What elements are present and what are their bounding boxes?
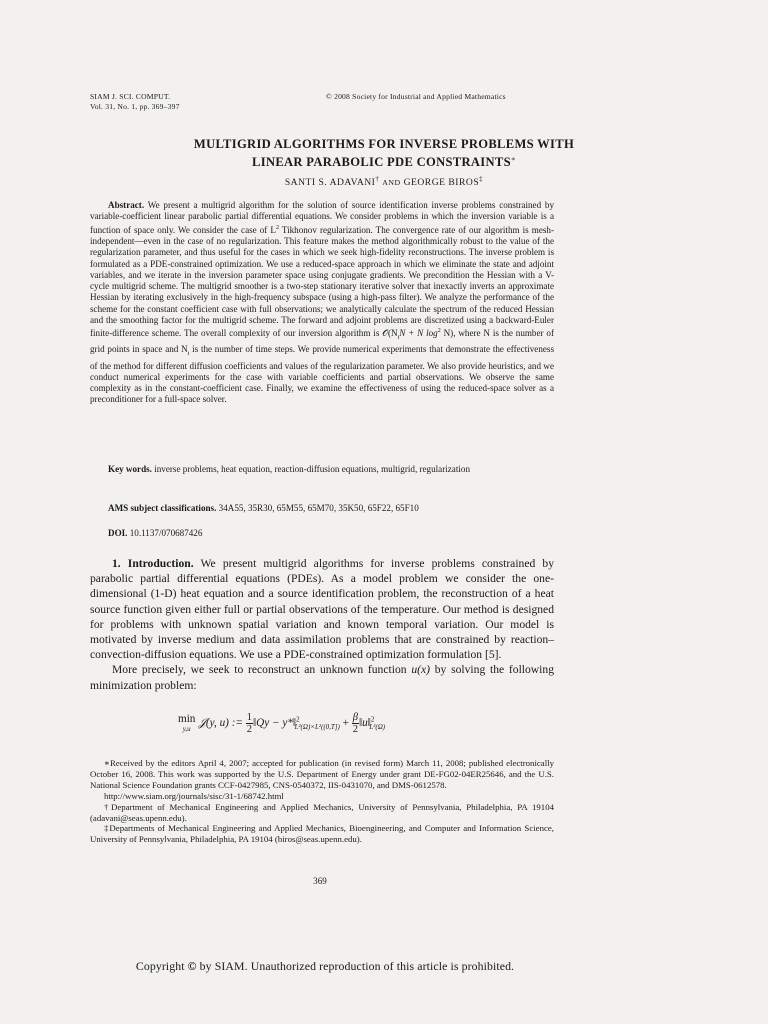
- title-line-2: LINEAR PARABOLIC PDE CONSTRAINTS∗: [252, 155, 516, 170]
- introduction: [90, 556, 554, 693]
- abstract-sup-1: 2: [275, 224, 279, 231]
- section-title: 1. Introduction.: [112, 557, 194, 570]
- author-1-mark: †: [375, 175, 380, 183]
- abstract-text-4: N), where N is the number of grid points in space and N: [90, 328, 554, 355]
- abstract-sub-t-1: t: [397, 335, 400, 342]
- footnote-2: †Department of Mechanical Engineering and Applied Mechanics, University of Pennsylvania, Philadelphia, PA 19104 (adavani@seas.upenn.edu).: [90, 801, 554, 823]
- keywords: [90, 464, 554, 475]
- intro-text-2a: More precisely, we seek to reconstruct an unknown function: [112, 663, 412, 677]
- equation-term-1: ‖Qy − y*‖: [253, 717, 297, 730]
- author-line: [80, 175, 688, 188]
- copyright-footer: [0, 959, 650, 974]
- page-number: 369: [313, 876, 327, 886]
- keywords-text: inverse problems, heat equation, reaction-diffusion equations, multigrid, regularization: [154, 464, 470, 474]
- author-and: AND: [382, 178, 401, 188]
- equation-beta: [352, 712, 359, 735]
- abstract-label: Abstract.: [108, 200, 145, 210]
- author-2-mark: ‡: [479, 175, 484, 183]
- equation-plus: +: [342, 717, 349, 730]
- footnote-3: ‡Departments of Mechanical Engineering and Applied Mechanics, Bioengineering, and Computer and Information Science, University of Pennsylvania, Philadelphia, PA 19104 (biros@seas.upenn.edu).: [90, 823, 554, 845]
- equation-term-1-sup: 2: [296, 715, 300, 724]
- equation-half-den: 2: [246, 724, 253, 735]
- equation-half: [246, 712, 253, 735]
- equation-min-word: min: [178, 712, 196, 725]
- copyright-prefix: Copyright: [135, 959, 185, 973]
- title-footnote-mark: ∗: [510, 155, 516, 163]
- abstract-text-5: is the number of time steps. We provide numerical experiments that demonstrate the effectiveness of the method for different diffusion coefficients and values of the regularization parameter. We also provide heuristics, and we conduct numerical experiments for the case with variable coefficients and partial observations. We observe the same complexity as in the constant-coefficient case. Finally, we examine the effectiveness of using the reduced-space solver as a preconditioner for a full-space solver.: [90, 344, 554, 405]
- footnote-1: ∗Received by the editors April 4, 2007; accepted for publication (in revised form) March 11, 2008; published electronically October 16, 2008. This work was supported by the U.S. Department of Energy under grant DE-FG02-04ER25646, and the U.S. National Science Foundation grants CCF-0427985, CNS-0540372, IIS-0431070, and DMS-0612578.: [90, 758, 554, 790]
- equation-half-num: 1: [246, 712, 253, 723]
- equation-term-1-sub: L²(Ω)×L²((0,T]): [294, 723, 340, 732]
- ams-text: 34A55, 35R30, 65M55, 65M70, 35K50, 65F22, 65F10: [218, 503, 419, 513]
- intro-paragraph-1: [90, 556, 554, 662]
- title-line-1: MULTIGRID ALGORITHMS FOR INVERSE PROBLEMS WITH: [193, 137, 575, 151]
- ams-label: AMS subject classifications.: [108, 503, 217, 513]
- doi-label: DOI.: [108, 528, 128, 538]
- intro-paragraph-2: [90, 662, 554, 692]
- footnotes: [90, 758, 554, 845]
- copyright-symbol: ©: [187, 959, 197, 973]
- equation-term-2-sub: L²(Ω): [369, 723, 386, 732]
- equation-beta-num: β: [352, 712, 358, 723]
- equation-term-2: ‖u‖: [359, 717, 371, 730]
- abstract-text-2: Tikhonov regularization. The convergence rate of our algorithm is mesh-independent—even in the case of no regularization. This feature makes the method algorithmically robust to the value of the regularization parameter, and thus useful for the cases in which we seek high-fidelity reconstructions. The inverse problem is formulated as a PDE-constrained optimization. We use a reduced-space approach in which we eliminate the state and adjoint variables, and we iterate in the inversion parameter space using conjugate gradients. We precondition the Hessian with a V-cycle multigrid scheme. The multigrid smoother is a two-step stationary iterative solver that inexactly inverts an approximate Hessian by iterating exclusively in the high-frequency subspace (using a high-pass filter). We analyze the performance of the scheme for the constant coefficient case with full observations; we analytically calculate the spectrum of the reduced Hessian and the smoothing factor for the multigrid scheme. The forward and adjoint problems are discretized using a backward-Euler finite-difference scheme. The overall complexity of our inversion algorithm is 𝒪(N: [90, 224, 554, 339]
- journal-name: SIAM J. SCI. COMPUT.: [90, 92, 171, 101]
- intro-text-2b: by solving the following minimization problem:: [90, 663, 554, 692]
- doi: [108, 528, 202, 538]
- abstract-text-3: N + N log: [399, 328, 438, 339]
- equation-beta-den: 2: [352, 724, 358, 735]
- abstract-text-1: We present a multigrid algorithm for the solution of source identification inverse problems constrained by variable-coefficient linear parabolic partial differential equations. We consider problems in which the inversion variable is a function of space only. We consider the case of L: [90, 200, 554, 235]
- abstract-sub-t-2: t: [187, 351, 190, 358]
- keywords-label: Key words.: [108, 464, 152, 474]
- equation-min: [178, 714, 195, 734]
- doi-text: 10.1137/070687426: [129, 528, 203, 538]
- intro-text-1: We present multigrid algorithms for inverse problems constrained by parabolic partial differential equations (PDEs). As a model problem we consider the one-dimensional (1-D) heat equation and a source identification problem, the reconstruction of a heat source function given either full or partial observations of the temperature. Our method is designed for problems with unknown spatial variation and known temporal variation. Our model is motivated by inverse medium and data assimilation problems that are constrained by reaction–convection-diffusion equations. We use a PDE-constrained optimization formulation [5].: [90, 557, 554, 662]
- equation-term-2-sup: 2: [370, 715, 375, 724]
- equation-lhs: 𝒥(y, u) :=: [198, 717, 243, 730]
- intro-var: u(x): [411, 663, 430, 677]
- equation-min-sub: y,u: [182, 724, 191, 733]
- author-1: SANTI S. ADAVANI: [284, 177, 376, 189]
- paper-title: [80, 137, 688, 170]
- journal-volume: Vol. 31, No. 1, pp. 369–397: [90, 101, 180, 111]
- footnote-1-url[interactable]: http://www.siam.org/journals/sisc/31-1/68742.html: [104, 790, 284, 801]
- author-2: GEORGE BIROS: [403, 177, 480, 189]
- copyright-text: by SIAM. Unauthorized reproduction of this article is prohibited.: [199, 959, 515, 973]
- journal-header: [90, 92, 180, 111]
- header-copyright: © 2008 Society for Industrial and Applied Mathematics: [326, 92, 506, 101]
- abstract-sup-2: 2: [437, 328, 441, 335]
- abstract: [90, 200, 554, 406]
- equation: [178, 712, 385, 735]
- ams-classifications: [108, 503, 419, 513]
